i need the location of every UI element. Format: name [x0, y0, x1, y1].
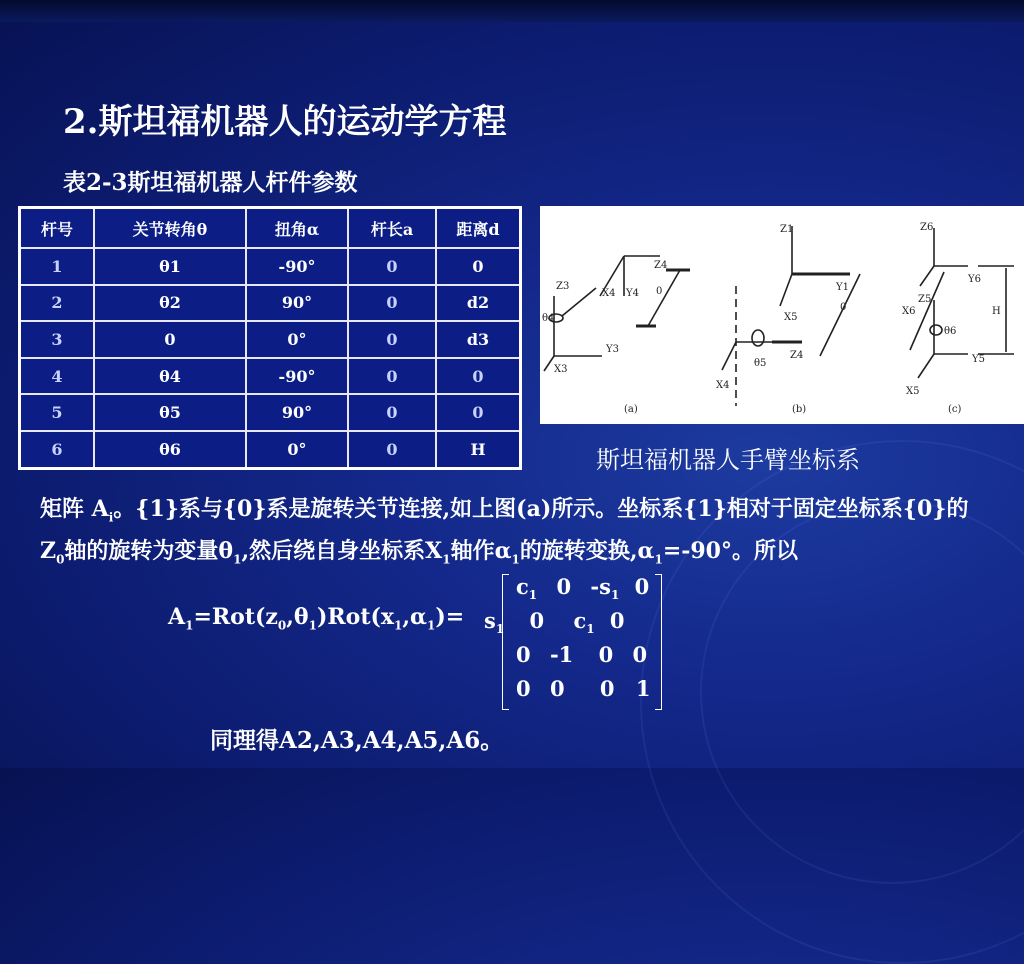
axis-label: Z4: [654, 260, 668, 271]
table-cell: 0: [94, 321, 246, 358]
para-subscript: 1: [442, 552, 451, 567]
matrix-bracket-right: [655, 574, 662, 710]
page-title: 2.斯坦福机器人的运动学方程: [63, 102, 507, 142]
table-cell: θ4: [94, 358, 246, 395]
matrix-entry: 0: [549, 676, 565, 701]
table-cell: -90°: [246, 358, 348, 395]
table-cell: θ1: [94, 248, 246, 285]
eq-subscript: 1: [426, 618, 436, 633]
matrix-row: [516, 642, 647, 667]
matrix-row: [484, 608, 625, 636]
eq-subscript: 0: [277, 618, 287, 633]
axis-label: Z6: [920, 222, 934, 233]
axis-label: Z1: [780, 224, 794, 235]
matrix-entry: -1: [549, 642, 574, 667]
column-header: 扭角α: [246, 208, 348, 249]
table-row: [20, 321, 521, 358]
matrix-entry: 0: [598, 642, 614, 667]
table-cell: θ2: [94, 285, 246, 322]
para-text: 轴作α: [450, 538, 512, 565]
para-text: ,然后绕自身坐标系X: [241, 538, 443, 565]
table-cell: 90°: [246, 394, 348, 431]
axis-label: 0: [840, 302, 847, 313]
table-cell: 0: [348, 321, 436, 358]
matrix-subscript: 1: [528, 588, 538, 603]
coordinate-diagram: [540, 206, 1024, 424]
axis-label: X5: [784, 312, 798, 323]
axis-label: Y5: [972, 354, 985, 365]
table-cell: 0: [348, 285, 436, 322]
table-cell: 6: [20, 431, 95, 469]
equation-lhs: [168, 604, 464, 632]
matrix-entry: 0: [634, 574, 650, 599]
table-cell: 3: [20, 321, 95, 358]
table-row: [20, 248, 521, 285]
table-cell: 0: [348, 248, 436, 285]
axis-label: Z3: [556, 281, 570, 292]
matrix-row: [516, 574, 649, 602]
column-header: 关节转角θ: [94, 208, 246, 249]
para-text: 的旋转变换,α: [519, 538, 655, 565]
table-row: [20, 285, 521, 322]
eq-text: ,θ: [286, 604, 309, 630]
column-header: 杆长a: [348, 208, 436, 249]
para-text: =-90°。所以: [662, 538, 798, 565]
explanation-paragraph: [40, 492, 980, 577]
matrix-entry: 0: [609, 608, 625, 633]
panel-label-c: (c): [948, 404, 962, 415]
eq-subscript: 1: [185, 618, 194, 633]
matrix-entry: 0: [516, 676, 531, 701]
eq-subscript: 1: [308, 618, 317, 633]
table-cell: 4: [20, 358, 95, 395]
matrix-bracket-left: [502, 574, 509, 710]
panel-a-labels: [542, 260, 667, 415]
axis-label: Y3: [606, 344, 619, 355]
top-bar: [0, 0, 1024, 22]
matrix-entry: 0: [516, 642, 531, 667]
table-cell: θ5: [94, 394, 246, 431]
matrix-entry: c: [573, 608, 587, 633]
axis-label: X3: [554, 364, 568, 375]
matrix-subscript: 1: [610, 588, 620, 603]
table-cell: 0: [348, 431, 436, 469]
table-cell: θ6: [94, 431, 246, 469]
axis-label: X4: [602, 288, 616, 299]
axis-label: X5: [906, 386, 920, 397]
axis-label: Y4: [626, 288, 639, 299]
table-cell: 5: [20, 394, 95, 431]
matrix-entry: 0: [556, 574, 572, 599]
para-subscript: 1: [654, 552, 663, 567]
eq-text: )Rot(x: [316, 604, 395, 630]
para-subscript: 1: [511, 552, 520, 567]
table-row: [20, 358, 521, 395]
axis-label: Y6: [968, 274, 981, 285]
matrix-subscript: 1: [495, 622, 505, 637]
table-caption: 表2-3斯坦福机器人杆件参数: [63, 169, 358, 196]
para-subscript: 1: [233, 552, 242, 567]
matrix-entry: s: [484, 608, 496, 633]
table-cell: -90°: [246, 248, 348, 285]
axis-label: H: [992, 306, 1001, 317]
matrix-entry: 0: [599, 676, 615, 701]
table-cell: 0: [436, 358, 521, 395]
para-subscript: i: [108, 510, 114, 525]
table-row: [20, 394, 521, 431]
table-cell: H: [436, 431, 521, 469]
panel-c-labels: [902, 222, 1001, 415]
axis-label: Z5: [918, 294, 932, 305]
axis-label: X6: [902, 306, 916, 317]
axis-label: θ6: [944, 326, 957, 337]
matrix-entry: -s: [590, 574, 611, 599]
eq-text: )=: [435, 604, 465, 630]
matrix-entry: c: [516, 574, 529, 599]
coordinate-figure: [540, 206, 1024, 424]
parameter-table: [18, 206, 522, 470]
para-text: 轴的旋转为变量θ: [64, 538, 234, 565]
table-cell: 0: [348, 358, 436, 395]
matrix-entry: 0: [529, 608, 545, 633]
matrix-row: [516, 676, 650, 701]
table-cell: 0°: [246, 431, 348, 469]
figure-caption: 斯坦福机器人手臂坐标系: [596, 446, 860, 474]
table-header-row: [20, 208, 521, 249]
table-cell: 2: [20, 285, 95, 322]
table-cell: 1: [20, 248, 95, 285]
table-row: [20, 431, 521, 469]
table-cell: 0°: [246, 321, 348, 358]
rotation-matrix: [484, 572, 662, 712]
eq-text: =Rot(z: [193, 604, 278, 630]
para-text: 。{1}系与{0}系是旋转关节连接,如上图(a)所示。坐标系{1}相对于固定坐标系{0}的Z: [40, 496, 969, 565]
table-cell: 0: [436, 248, 521, 285]
axis-label: Y1: [836, 282, 849, 293]
axis-label: θ5: [754, 358, 767, 369]
table-cell: 0: [436, 394, 521, 431]
table-cell: 90°: [246, 285, 348, 322]
axis-label: Z4: [790, 350, 804, 361]
table-cell: d3: [436, 321, 521, 358]
table-cell: 0: [348, 394, 436, 431]
eq-text: A: [168, 604, 186, 630]
column-header: 距离d: [436, 208, 521, 249]
panel-label-a: (a): [624, 404, 638, 415]
para-text: 矩阵 A: [40, 496, 109, 522]
column-header: 杆号: [20, 208, 95, 249]
axis-label: 0: [656, 286, 663, 297]
matrix-subscript: 1: [586, 622, 595, 637]
table-cell: d2: [436, 285, 521, 322]
para-subscript: 0: [56, 552, 65, 567]
eq-subscript: 1: [394, 618, 403, 633]
final-note: 同理得A2,A3,A4,A5,A6。: [210, 727, 504, 754]
panel-label-b: (b): [792, 404, 807, 415]
matrix-entry: 0: [632, 642, 648, 667]
eq-text: ,α: [402, 604, 427, 630]
axis-label: X4: [716, 380, 730, 391]
matrix-entry: 1: [635, 676, 651, 701]
axis-label: θ4: [542, 313, 555, 324]
